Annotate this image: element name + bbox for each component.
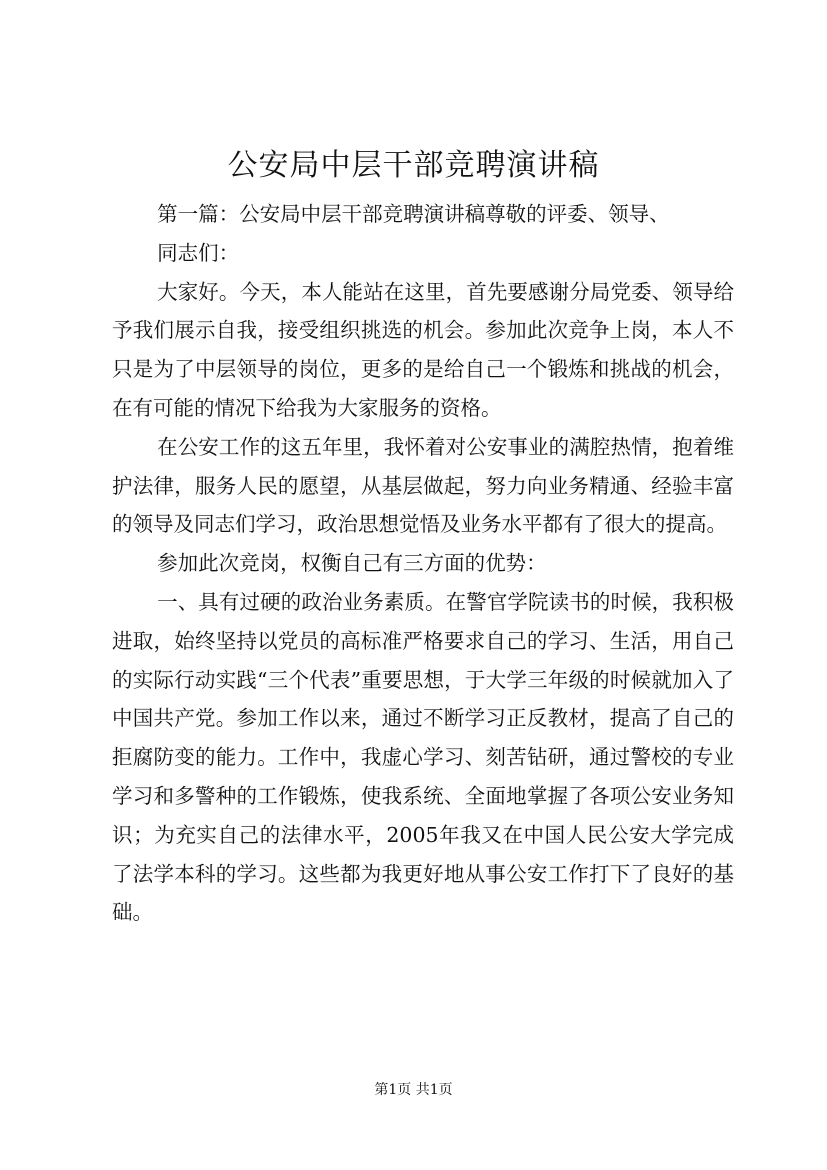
page-footer: 第1页 共1页 (374, 1082, 453, 1098)
paragraph: 大家好。今天，本人能站在这里，首先要感谢分局党委、领导给予我们展示自我，接受组织挑选的机会。参加此次竞争上岗，本人不只是为了中层领导的岗位，更多的是给自己一个锻炼和挑战的机会，在有可能的情况下给我为大家服务的资格。 (112, 279, 734, 420)
paragraph: 参加此次竞岗，权衡自己有三方面的优势： (157, 551, 547, 576)
paragraph: 第一篇：公安局中层干部竞聘演讲稿尊敬的评委、领导、 (157, 202, 670, 226)
paragraph: 在公安工作的这五年里，我怀着对公安事业的满腔热情，抱着维护法律，服务人民的愿望，从基层做起，努力向业务精通、经验丰富的领导及同志们学习，政治思想觉悟及业务水平都有了很大的提高。 (112, 434, 734, 537)
paragraph: 一、具有过硬的政治业务素质。在警官学院读书的时候，我积极进取，始终坚持以党员的高标准严格要求自己的学习、生活，用自己的实际行动实践“三个代表”重要思想，于大学三年级的时候就加入了中国共产党。参加工作以来，通过不断学习正反教材，提高了自己的拒腐防变的能力。工作中，我虚心学习、刻苦钻研，通过警校的专业学习和多警种的工作锻炼，使我系统、全面地掌握了各项公安业务知识；为充实自己的法律水平，2005年我又在中国人民公安大学完成了法学本科的学习。这些都为我更好地从事公安工作打下了良好的基础。 (112, 589, 734, 925)
paragraph: 同志们： (157, 240, 240, 265)
document-body (112, 195, 734, 932)
document-title: 公安局中层干部竞聘演讲稿 (227, 148, 600, 183)
